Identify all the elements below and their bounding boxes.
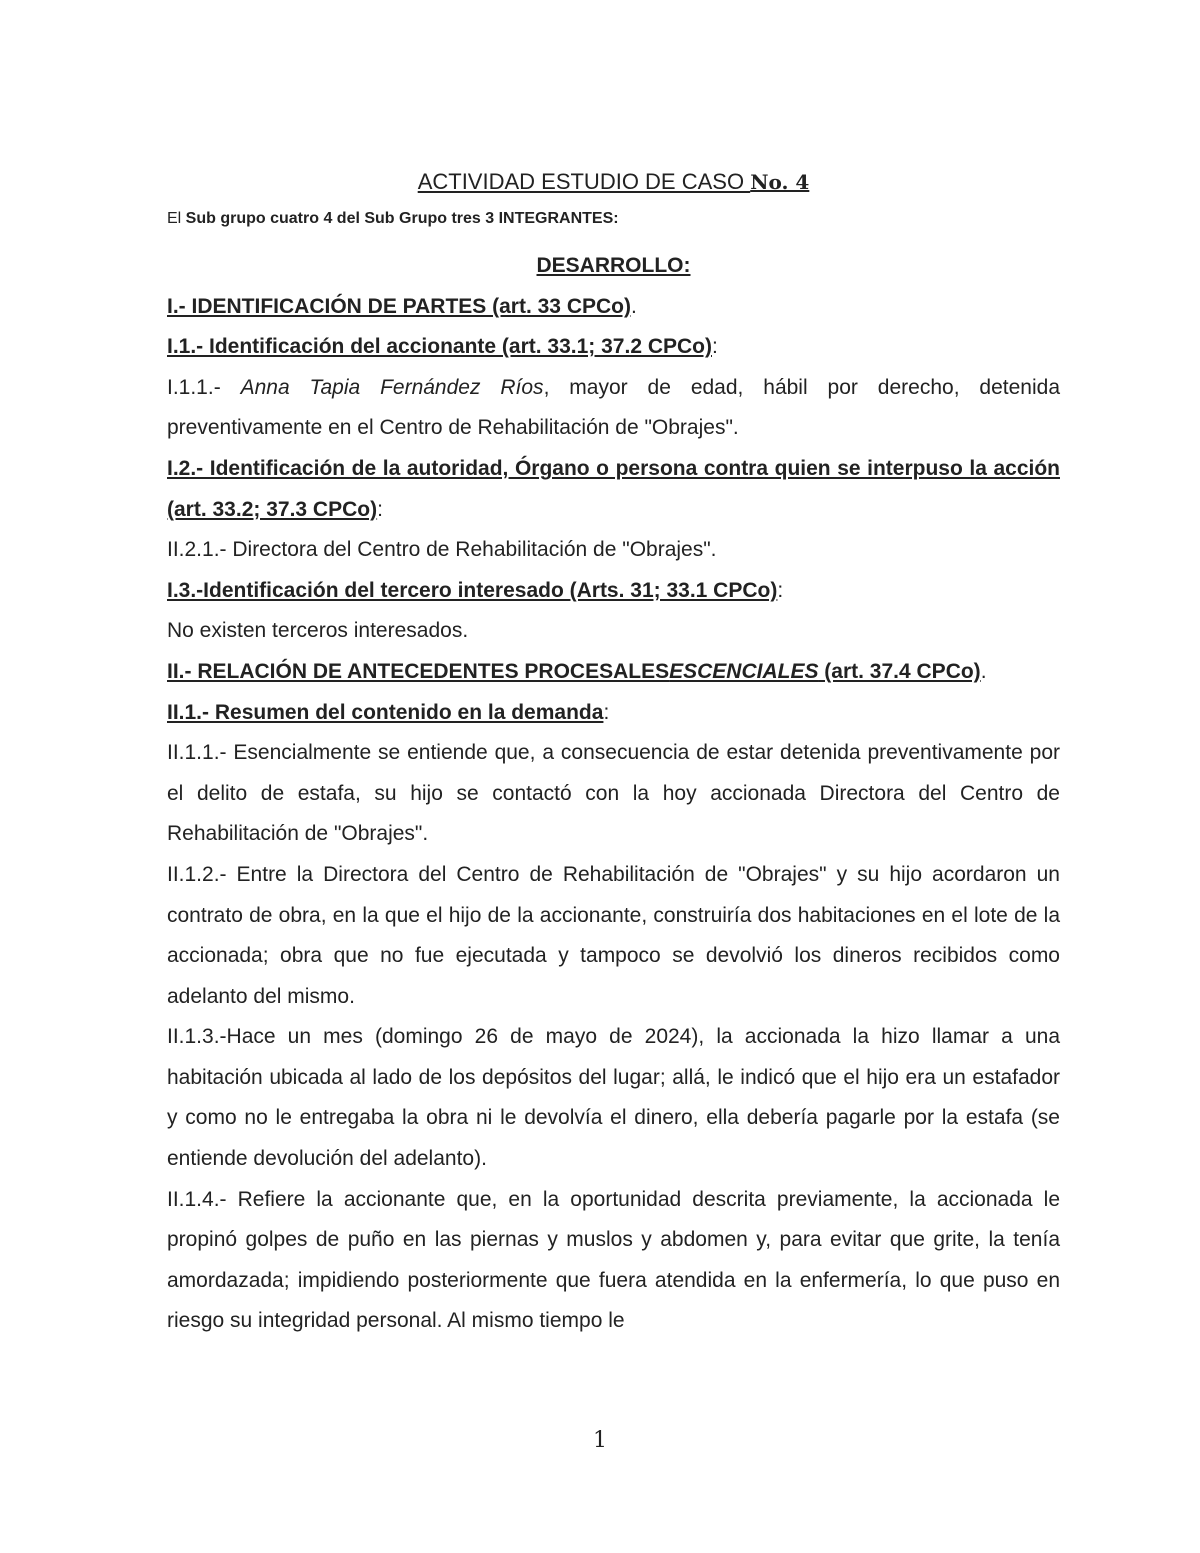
section-II-ref: (art. 37.4 CPCo) (818, 659, 981, 683)
paragraph-II112: II.1.2.- Entre la Directora del Centro de Rehabilitación de "Obrajes" y su hijo acordaron un contrato de obra, en la que el hijo de la accionante, construiría dos habitaciones en el lote de la accionada; obra que no fue ejecutada y tampoco se devolvió los dineros recibidos como adelanto del mismo. (167, 862, 1060, 1008)
paragraph-I11-rest: , mayor de edad, hábil por derecho, detenida preventivamente en el Centro de Rehabilitación de "Obrajes". (167, 375, 1061, 440)
section-II1-heading (167, 693, 1060, 734)
section-I-tail: . (630, 294, 637, 318)
paragraph-I11-prefix: I.1.1.- (167, 375, 241, 399)
section-II1-tail: : (603, 700, 610, 724)
section-II-text: II.- RELACIÓN DE ANTECEDENTES PROCESALES (167, 659, 670, 683)
group-line-prefix: El (167, 210, 186, 227)
title-number: No. 4 (750, 170, 810, 194)
section-II-italic: ESCENCIALES (669, 659, 819, 683)
section-I1-text: I.1.- Identificación del accionante (art. 33.1; 37.2 CPCo) (167, 335, 712, 359)
section-II1-text: II.1.- Resumen del contenido en la demanda (167, 700, 604, 724)
section-I1-heading (167, 327, 1060, 368)
section-II-heading (167, 652, 1060, 693)
accionante-name: Anna Tapia Fernández Ríos (240, 375, 544, 399)
paragraph-no-terceros: No existen terceros interesados. (167, 619, 469, 643)
paragraph-I11 (167, 368, 1060, 449)
group-line-bold: Sub grupo cuatro 4 del Sub Grupo tres 3 INTEGRANTES: (185, 210, 619, 227)
section-I2-heading (167, 449, 1060, 530)
section-I1-tail: : (712, 335, 718, 359)
document-body (167, 164, 1060, 1342)
heading-desarrollo: DESARROLLO: (536, 254, 691, 277)
group-line (167, 206, 1060, 232)
title-text: ACTIVIDAD ESTUDIO DE CASO (417, 169, 751, 194)
document-title (167, 164, 1060, 200)
section-I-heading (167, 287, 1060, 328)
section-I2-text: I.2.- Identificación de la autoridad, Órgano o persona contra quien se interpuso la acción (art. 33.2; 37.3 CPCo) (167, 456, 1060, 521)
section-I-text: I.- IDENTIFICACIÓN DE PARTES (art. 33 CPCo) (167, 294, 631, 318)
paragraph-II113: II.1.3.-Hace un mes (domingo 26 de mayo de 2024), la accionada la hizo llamar a una habitación ubicada al lado de los depósitos del lugar; allá, le indicó que el hijo era un estafador y como no le entregaba la obra ni le devolvía el dinero, ella debería pagarle por la estafa (se entiende devolución del adelanto). (167, 1025, 1060, 1171)
section-I2-tail: : (377, 497, 383, 521)
page-number: 1 (593, 1428, 607, 1453)
section-I3-text: I.3.-Identificación del tercero interesado (Arts. 31; 33.1 CPCo) (167, 578, 778, 602)
paragraph-II111: II.1.1.- Esencialmente se entiende que, a consecuencia de estar detenida preventivamente por el delito de estafa, su hijo se contactó con la hoy accionada Directora del Centro de Rehabilitación de "Obrajes". (167, 741, 1060, 846)
section-I3-heading (167, 571, 1060, 612)
section-I3-tail: : (777, 578, 784, 602)
paragraph-II114: II.1.4.- Refiere la accionante que, en la oportunidad descrita previamente, la accionada le propinó golpes de puño en las piernas y muslos y abdomen y, para evitar que grite, la tenía amordazada; impidiendo posteriormente que fuera atendida en la enfermería, lo que puso en riesgo su integridad personal. Al mismo tiempo le (167, 1187, 1060, 1333)
section-II-tail: . (980, 659, 987, 683)
paragraph-II21: II.2.1.- Directora del Centro de Rehabilitación de "Obrajes". (167, 538, 717, 562)
